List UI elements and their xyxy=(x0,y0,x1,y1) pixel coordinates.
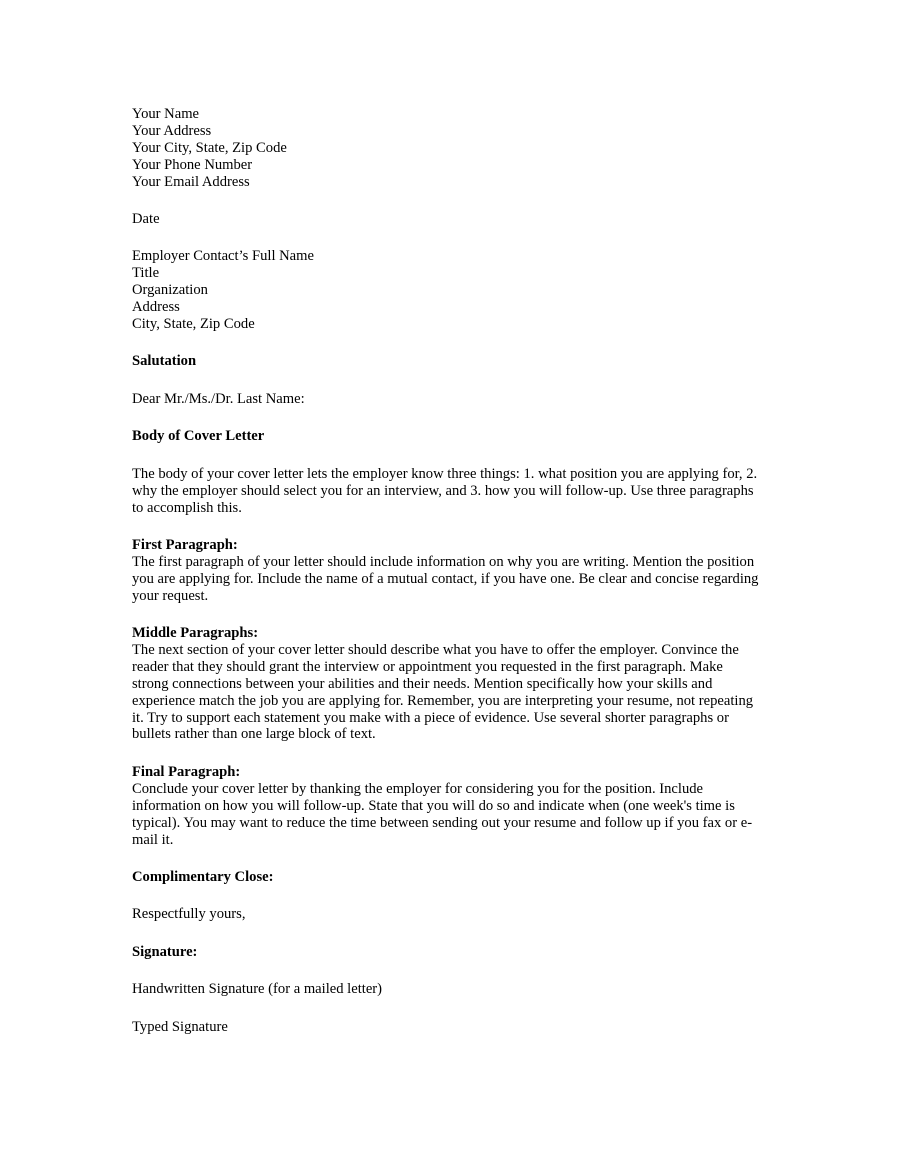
cover-letter-template xyxy=(132,106,772,1056)
complimentary-close-text: Respectfully yours, xyxy=(132,906,246,923)
sender-block xyxy=(132,106,772,191)
complimentary-close-heading-block xyxy=(132,869,772,886)
first-paragraph-heading: First Paragraph: xyxy=(132,536,238,553)
recipient-contact-name: Employer Contact’s Full Name xyxy=(132,248,314,265)
body-text: The body of your cover letter lets the employer know three things: 1. what position you are applying for, 2. why the employer should select you for an interview, and 3. how you will follow-up. Use three paragraphs to accomplish this. xyxy=(132,465,758,516)
body-heading: Body of Cover Letter xyxy=(132,428,265,445)
complimentary-close-heading: Complimentary Close: xyxy=(132,868,274,885)
sender-name: Your Name xyxy=(132,106,200,122)
sender-email: Your Email Address xyxy=(132,173,250,190)
handwritten-signature: Handwritten Signature (for a mailed letter) xyxy=(132,981,383,998)
final-paragraph-text: Conclude your cover letter by thanking the employer for considering you for the position. Include information on how you will follow-up. State that you will do so and indicate when (one week's time is typical). You may want to reduce the time between sending out your resume and follow up if you fax or e- mail it. xyxy=(132,780,753,848)
final-paragraph-heading: Final Paragraph: xyxy=(132,763,241,780)
salutation-text: Dear Mr./Ms./Dr. Last Name: xyxy=(132,390,305,407)
salutation-text-block xyxy=(132,391,772,408)
body-text-block xyxy=(132,466,772,517)
first-paragraph-section xyxy=(132,537,772,605)
typed-signature: Typed Signature xyxy=(132,1018,228,1035)
salutation-heading: Salutation xyxy=(132,353,197,370)
signature-heading: Signature: xyxy=(132,943,198,960)
recipient-block xyxy=(132,248,772,333)
first-paragraph-text: The first paragraph of your letter should include information on why you are writing. Mention the position you are applying for. Include the name of a mutual contact, if you have one. Be clear and concise regarding your request. xyxy=(132,553,759,604)
middle-paragraphs-heading: Middle Paragraphs: xyxy=(132,625,259,642)
body-heading-block xyxy=(132,428,772,445)
sender-phone: Your Phone Number xyxy=(132,156,253,173)
sender-address: Your Address xyxy=(132,122,212,139)
letter-date: Date xyxy=(132,211,160,228)
handwritten-signature-block xyxy=(132,981,772,998)
signature-heading-block xyxy=(132,944,772,961)
sender-city-state-zip: Your City, State, Zip Code xyxy=(132,139,287,156)
date-block xyxy=(132,211,772,228)
recipient-title: Title xyxy=(132,265,160,282)
complimentary-close-text-block xyxy=(132,906,772,923)
recipient-city-state-zip: City, State, Zip Code xyxy=(132,316,255,333)
final-paragraph-section xyxy=(132,764,772,849)
recipient-organization: Organization xyxy=(132,282,208,299)
typed-signature-block xyxy=(132,1019,772,1036)
salutation-heading-block xyxy=(132,353,772,370)
middle-paragraphs-text: The next section of your cover letter should describe what you have to offer the employer. Convince the reader that they should grant the interview or appointment you requested in the first paragraph. Make strong connections between your abilities and their needs. Mention specifically how your skills and experience match the job you are applying for. Remember, you are interpreting your resume, not repeating it. Try to support each statement you make with a piece of evidence. Use several shorter paragraphs or bullets rather than one large block of text. xyxy=(132,641,754,743)
recipient-address: Address xyxy=(132,299,180,316)
middle-paragraphs-section xyxy=(132,625,772,743)
